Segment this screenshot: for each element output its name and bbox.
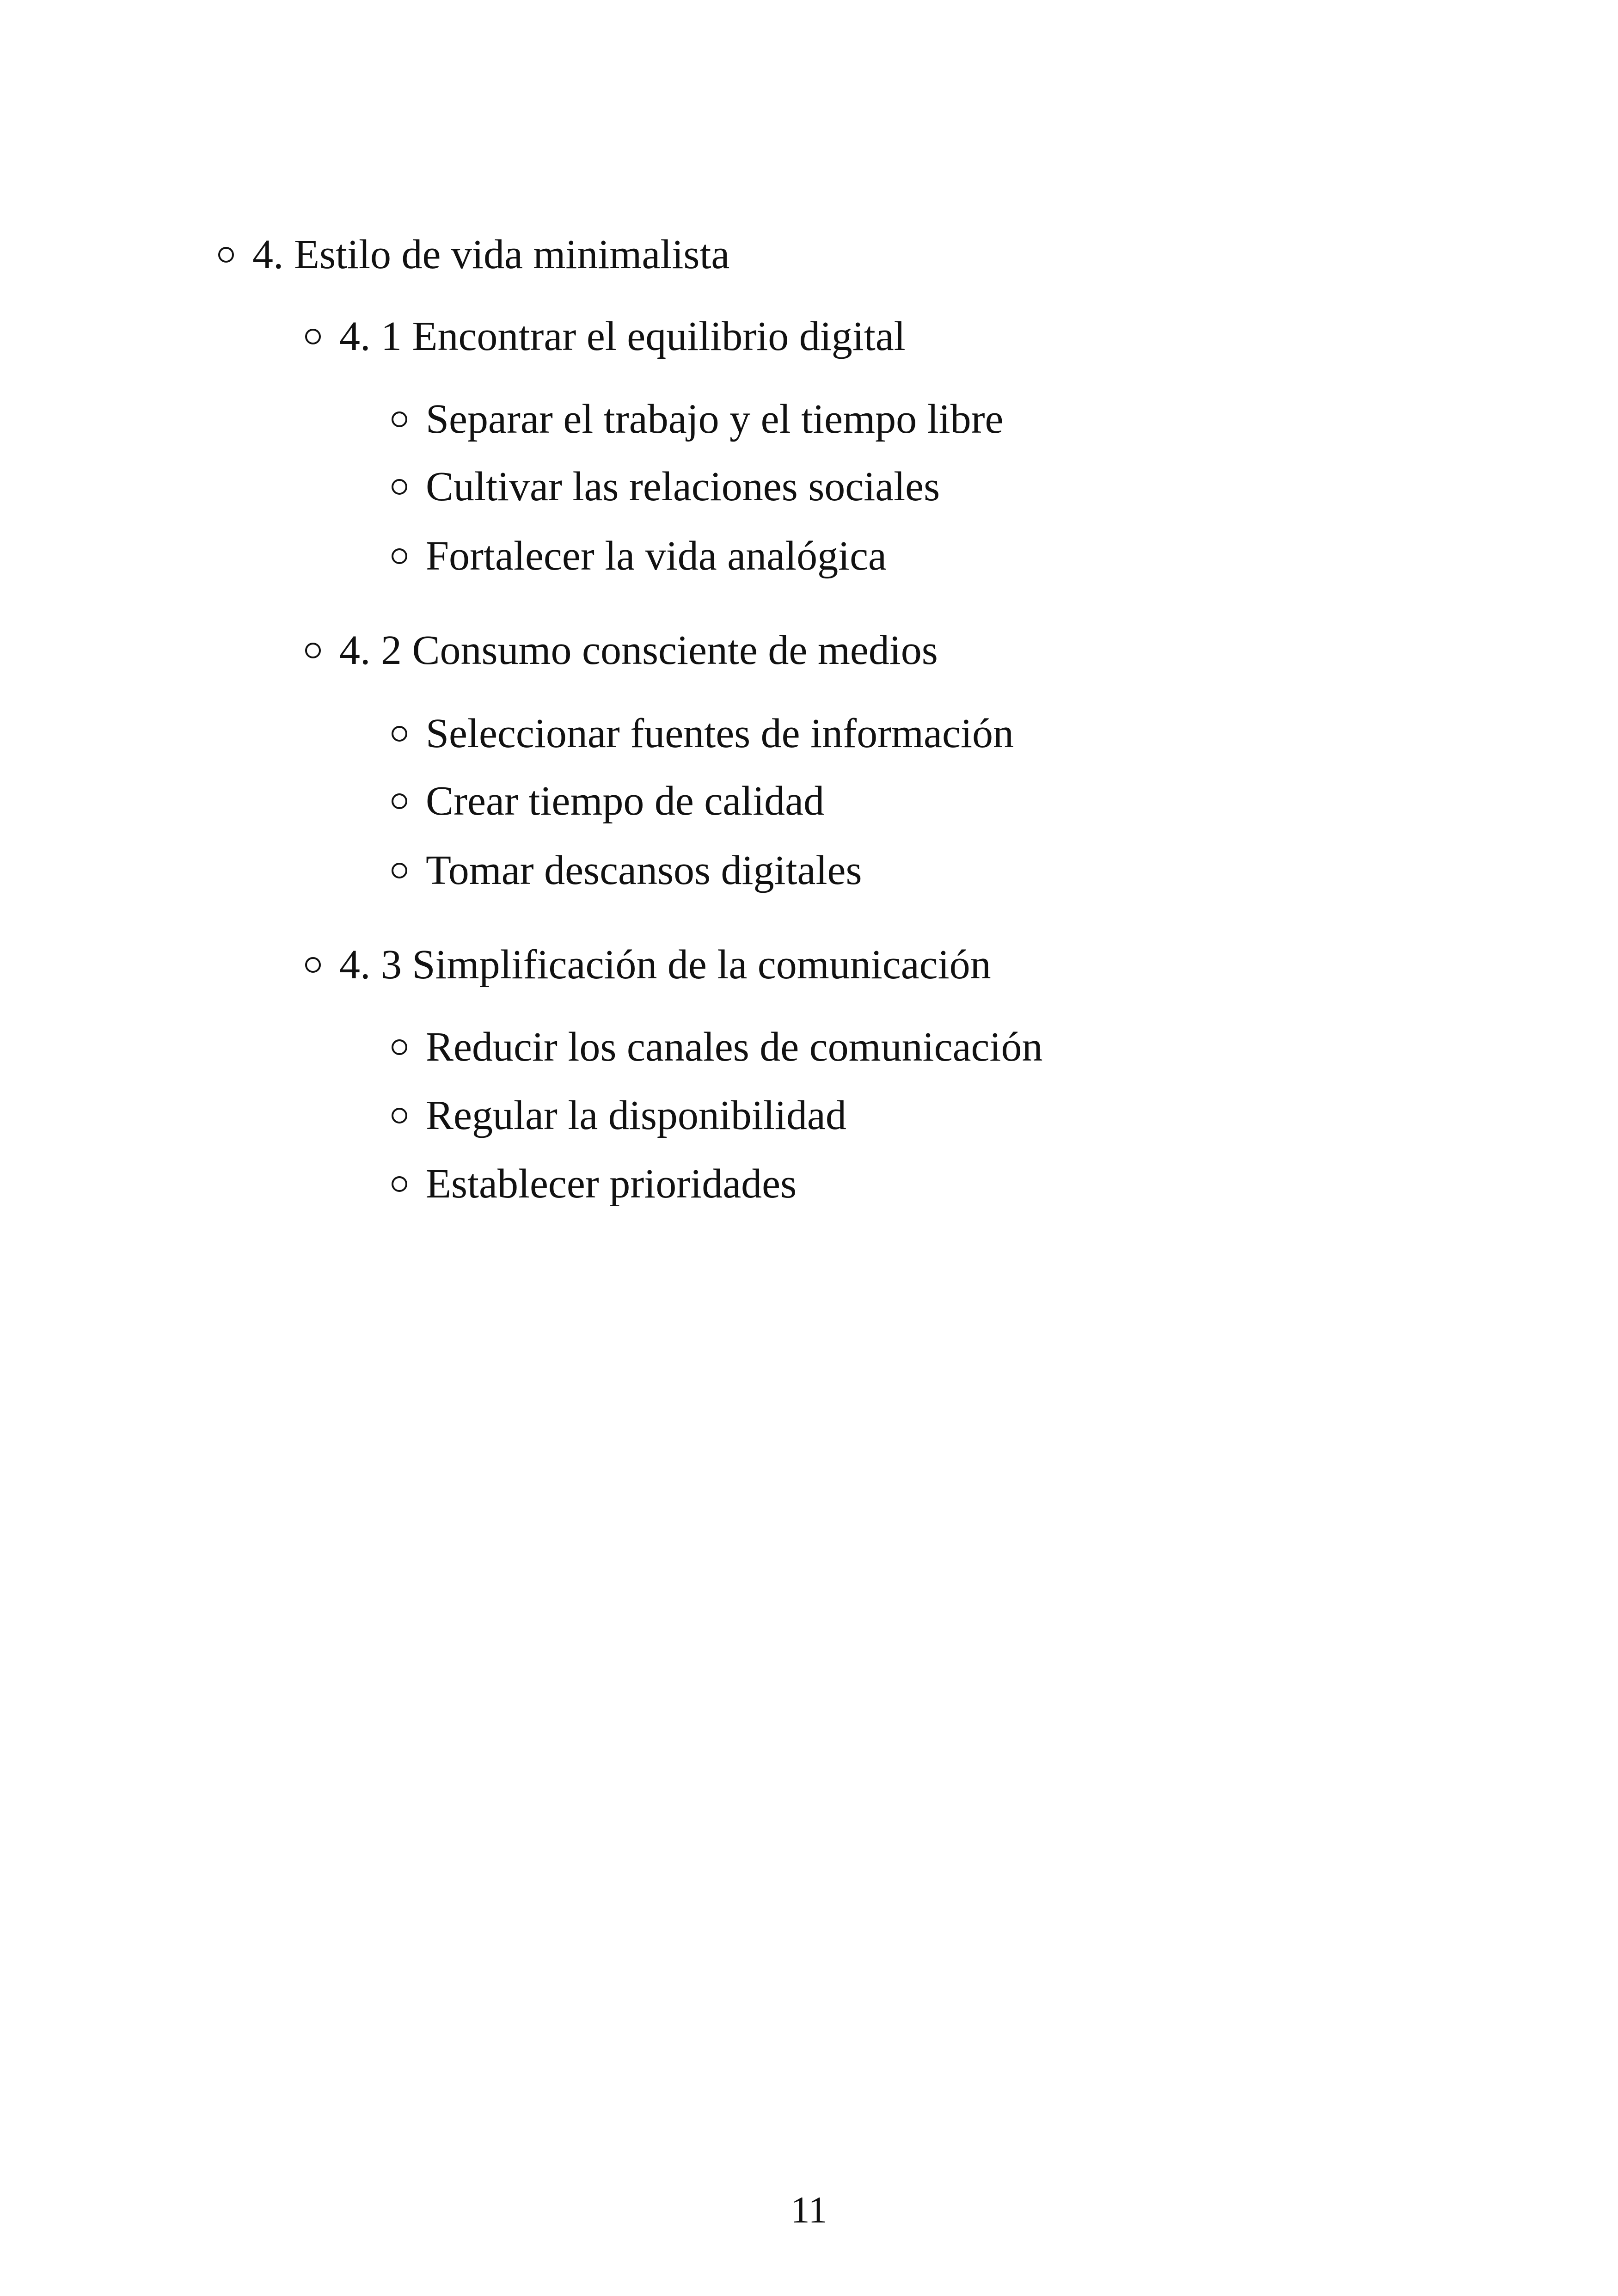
list-item — [392, 531, 887, 582]
list-item-label: Fortalecer la vida analógica — [426, 533, 887, 579]
outline-subsection — [305, 625, 938, 676]
bullet-circle-icon — [305, 643, 321, 658]
outline-section — [218, 229, 729, 280]
section-heading: 4. Estilo de vida minimalista — [252, 232, 730, 277]
list-item-label: Seleccionar fuentes de información — [426, 711, 1014, 756]
bullet-circle-icon — [392, 1176, 407, 1192]
subsection-heading: 4. 2 Consumo consciente de medios — [339, 627, 938, 673]
bullet-circle-icon — [392, 1108, 407, 1123]
bullet-circle-icon — [305, 329, 321, 344]
bullet-circle-icon — [392, 793, 407, 809]
bullet-circle-icon — [218, 247, 234, 263]
bullet-circle-icon — [392, 411, 407, 427]
list-item — [392, 845, 862, 896]
list-item — [392, 461, 940, 512]
list-item-label: Cultivar las relaciones sociales — [426, 464, 940, 510]
list-item-label: Crear tiempo de calidad — [426, 778, 825, 824]
page-number: 11 — [791, 2189, 827, 2231]
bullet-circle-icon — [392, 1039, 407, 1055]
list-item-label: Tomar descansos digitales — [426, 847, 862, 893]
list-item-label: Separar el trabajo y el tiempo libre — [426, 396, 1004, 442]
list-item — [392, 1090, 846, 1141]
list-item — [392, 776, 824, 827]
bullet-circle-icon — [392, 863, 407, 878]
list-item-label: Establecer prioridades — [426, 1161, 797, 1207]
bullet-circle-icon — [392, 548, 407, 564]
list-item — [392, 708, 1014, 759]
list-item-label: Regular la disponibilidad — [426, 1093, 846, 1138]
bullet-circle-icon — [392, 479, 407, 495]
subsection-heading: 4. 1 Encontrar el equilibrio digital — [339, 313, 906, 359]
list-item — [392, 1022, 1043, 1073]
bullet-circle-icon — [392, 726, 407, 742]
list-item — [392, 394, 1004, 445]
list-item-label: Reducir los canales de comunicación — [426, 1024, 1043, 1070]
outline-subsection — [305, 311, 906, 362]
outline-subsection — [305, 939, 991, 990]
subsection-heading: 4. 3 Simplificación de la comunicación — [339, 942, 991, 988]
bullet-circle-icon — [305, 957, 321, 973]
list-item — [392, 1159, 797, 1209]
